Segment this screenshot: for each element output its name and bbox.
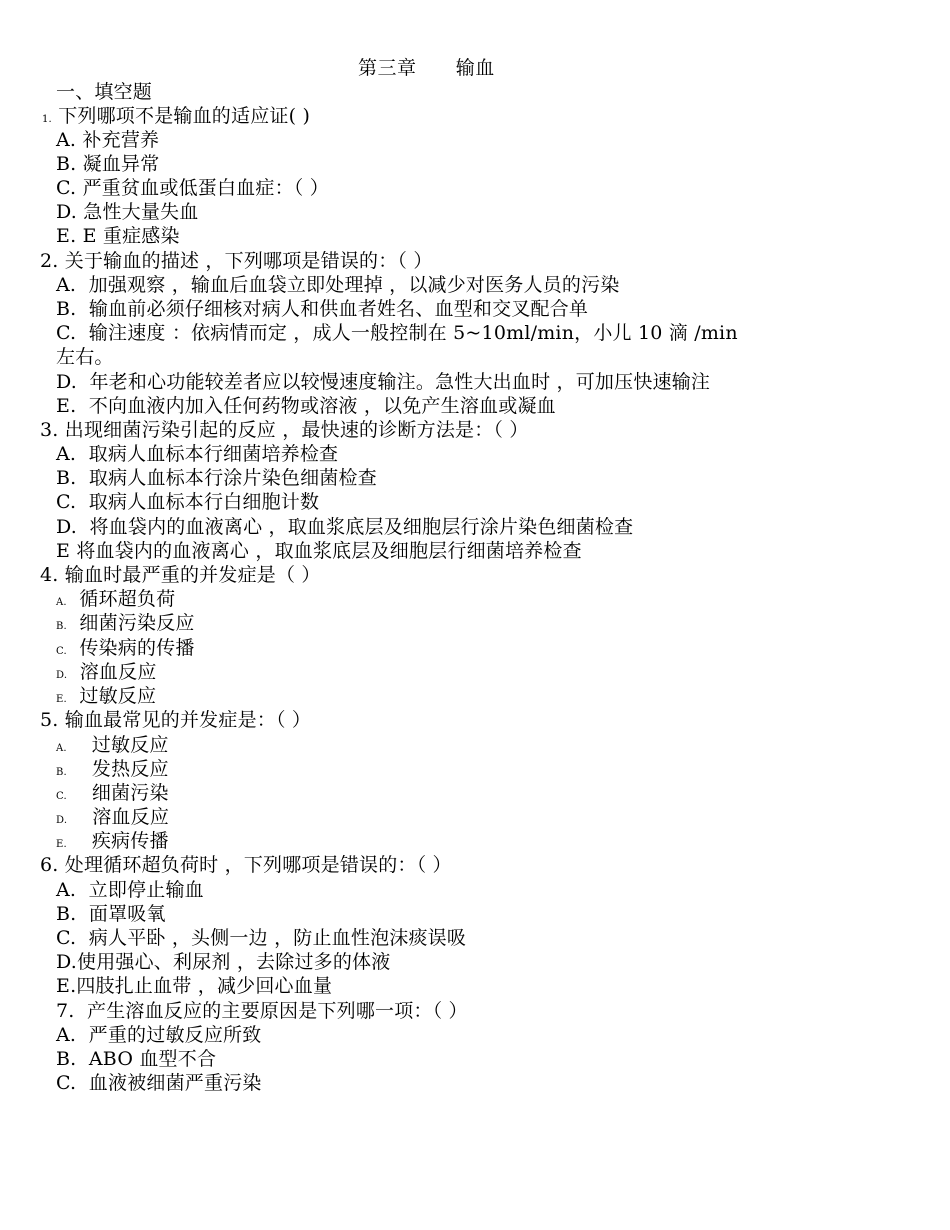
option: B. ABO 血型不合 bbox=[56, 1048, 217, 1070]
option: C. 细菌污染 bbox=[56, 782, 169, 804]
option: C. 病人平卧 ，头侧一边 ，防止血性泡沫痰误吸 bbox=[56, 927, 467, 949]
question-number: 6. bbox=[40, 854, 59, 876]
question-3 bbox=[40, 418, 529, 442]
question-number: 7. bbox=[56, 1000, 75, 1022]
option: D.使用强心、利尿剂 ，去除过多的体液 bbox=[56, 951, 391, 973]
question-number: 4. bbox=[40, 564, 59, 586]
option: D. 将血袋内的血液离心 ，取血浆底层及细胞层行涂片染色细菌检查 bbox=[56, 516, 634, 538]
option: C. 严重贫血或低蛋白血症：（ ） bbox=[56, 177, 329, 199]
question-number: 1. bbox=[42, 114, 52, 125]
question-stem: 输血时最严重的并发症是（ ） bbox=[64, 564, 321, 586]
option: B. 发热反应 bbox=[56, 758, 169, 780]
option: A. 循环超负荷 bbox=[56, 588, 176, 610]
option: B. 细菌污染反应 bbox=[56, 612, 195, 634]
option: E 将血袋内的血液离心 ，取血浆底层及细胞层行细菌培养检查 bbox=[56, 540, 582, 562]
question-stem: 出现细菌污染引起的反应 ，最快速的诊断方法是：（ ） bbox=[64, 419, 529, 441]
option: D. 溶血反应 bbox=[56, 661, 157, 683]
question-stem: 产生溶血反应的主要原因是下列哪一项：（ ） bbox=[87, 1000, 468, 1022]
chapter-title bbox=[358, 56, 495, 80]
option: E.四肢扎止血带 ，减少回心血量 bbox=[56, 975, 333, 997]
question-7 bbox=[56, 999, 468, 1023]
chapter-number: 第三章 bbox=[358, 57, 417, 79]
section-heading: 一、填空题 bbox=[56, 81, 153, 103]
option-continuation: 左右。 bbox=[56, 346, 114, 368]
question-2 bbox=[40, 249, 433, 273]
option: B. 取病人血标本行涂片染色细菌检查 bbox=[56, 467, 377, 489]
option: C. 取病人血标本行白细胞计数 bbox=[56, 491, 320, 513]
option: A. 补充营养 bbox=[56, 129, 160, 151]
question-stem: 处理循环超负荷时 ，下列哪项是错误的：（ ） bbox=[64, 854, 452, 876]
option: C. 输注速度 ：依病情而定 ，成人一般控制在 5~10ml/min，小儿 10 滴 /min bbox=[56, 322, 738, 344]
option: A. 过敏反应 bbox=[56, 734, 169, 756]
option: E. 疾病传播 bbox=[56, 830, 169, 852]
question-stem: 关于输血的描述 ，下列哪项是错误的：（ ） bbox=[64, 250, 433, 272]
chapter-topic: 输血 bbox=[455, 57, 495, 79]
option: D. 年老和心功能较差者应以较慢速度输注。急性大出血时 ，可加压快速输注 bbox=[56, 371, 711, 393]
option: E. 不向血液内加入任何药物或溶液 ，以免产生溶血或凝血 bbox=[56, 395, 556, 417]
question-number: 2. bbox=[40, 250, 59, 272]
option: D. 急性大量失血 bbox=[56, 201, 199, 223]
option: B. 凝血异常 bbox=[56, 153, 160, 175]
option: A. 严重的过敏反应所致 bbox=[56, 1024, 262, 1046]
option: D. 溶血反应 bbox=[56, 806, 170, 828]
option: C. 血液被细菌严重污染 bbox=[56, 1072, 262, 1094]
option: C. 传染病的传播 bbox=[56, 637, 195, 659]
option: B. 输血前必须仔细核对病人和供血者姓名、血型和交叉配合单 bbox=[56, 298, 589, 320]
question-number: 5. bbox=[40, 709, 59, 731]
question-6 bbox=[40, 853, 452, 877]
question-stem: 输血最常见的并发症是：（ ） bbox=[64, 709, 312, 731]
question-number: 3. bbox=[40, 419, 59, 441]
question-stem: 下列哪项不是输血的适应证( ) bbox=[58, 105, 311, 127]
option: E. E 重症感染 bbox=[56, 225, 180, 247]
option: A. 加强观察 ，输血后血袋立即处理掉 ，以减少对医务人员的污染 bbox=[56, 274, 620, 296]
option: A. 取病人血标本行细菌培养检查 bbox=[56, 443, 339, 465]
option: B. 面罩吸氧 bbox=[56, 903, 166, 925]
option: A. 立即停止输血 bbox=[56, 879, 204, 901]
option: E. 过敏反应 bbox=[56, 685, 157, 707]
question-4 bbox=[40, 563, 321, 587]
question-5 bbox=[40, 708, 311, 732]
